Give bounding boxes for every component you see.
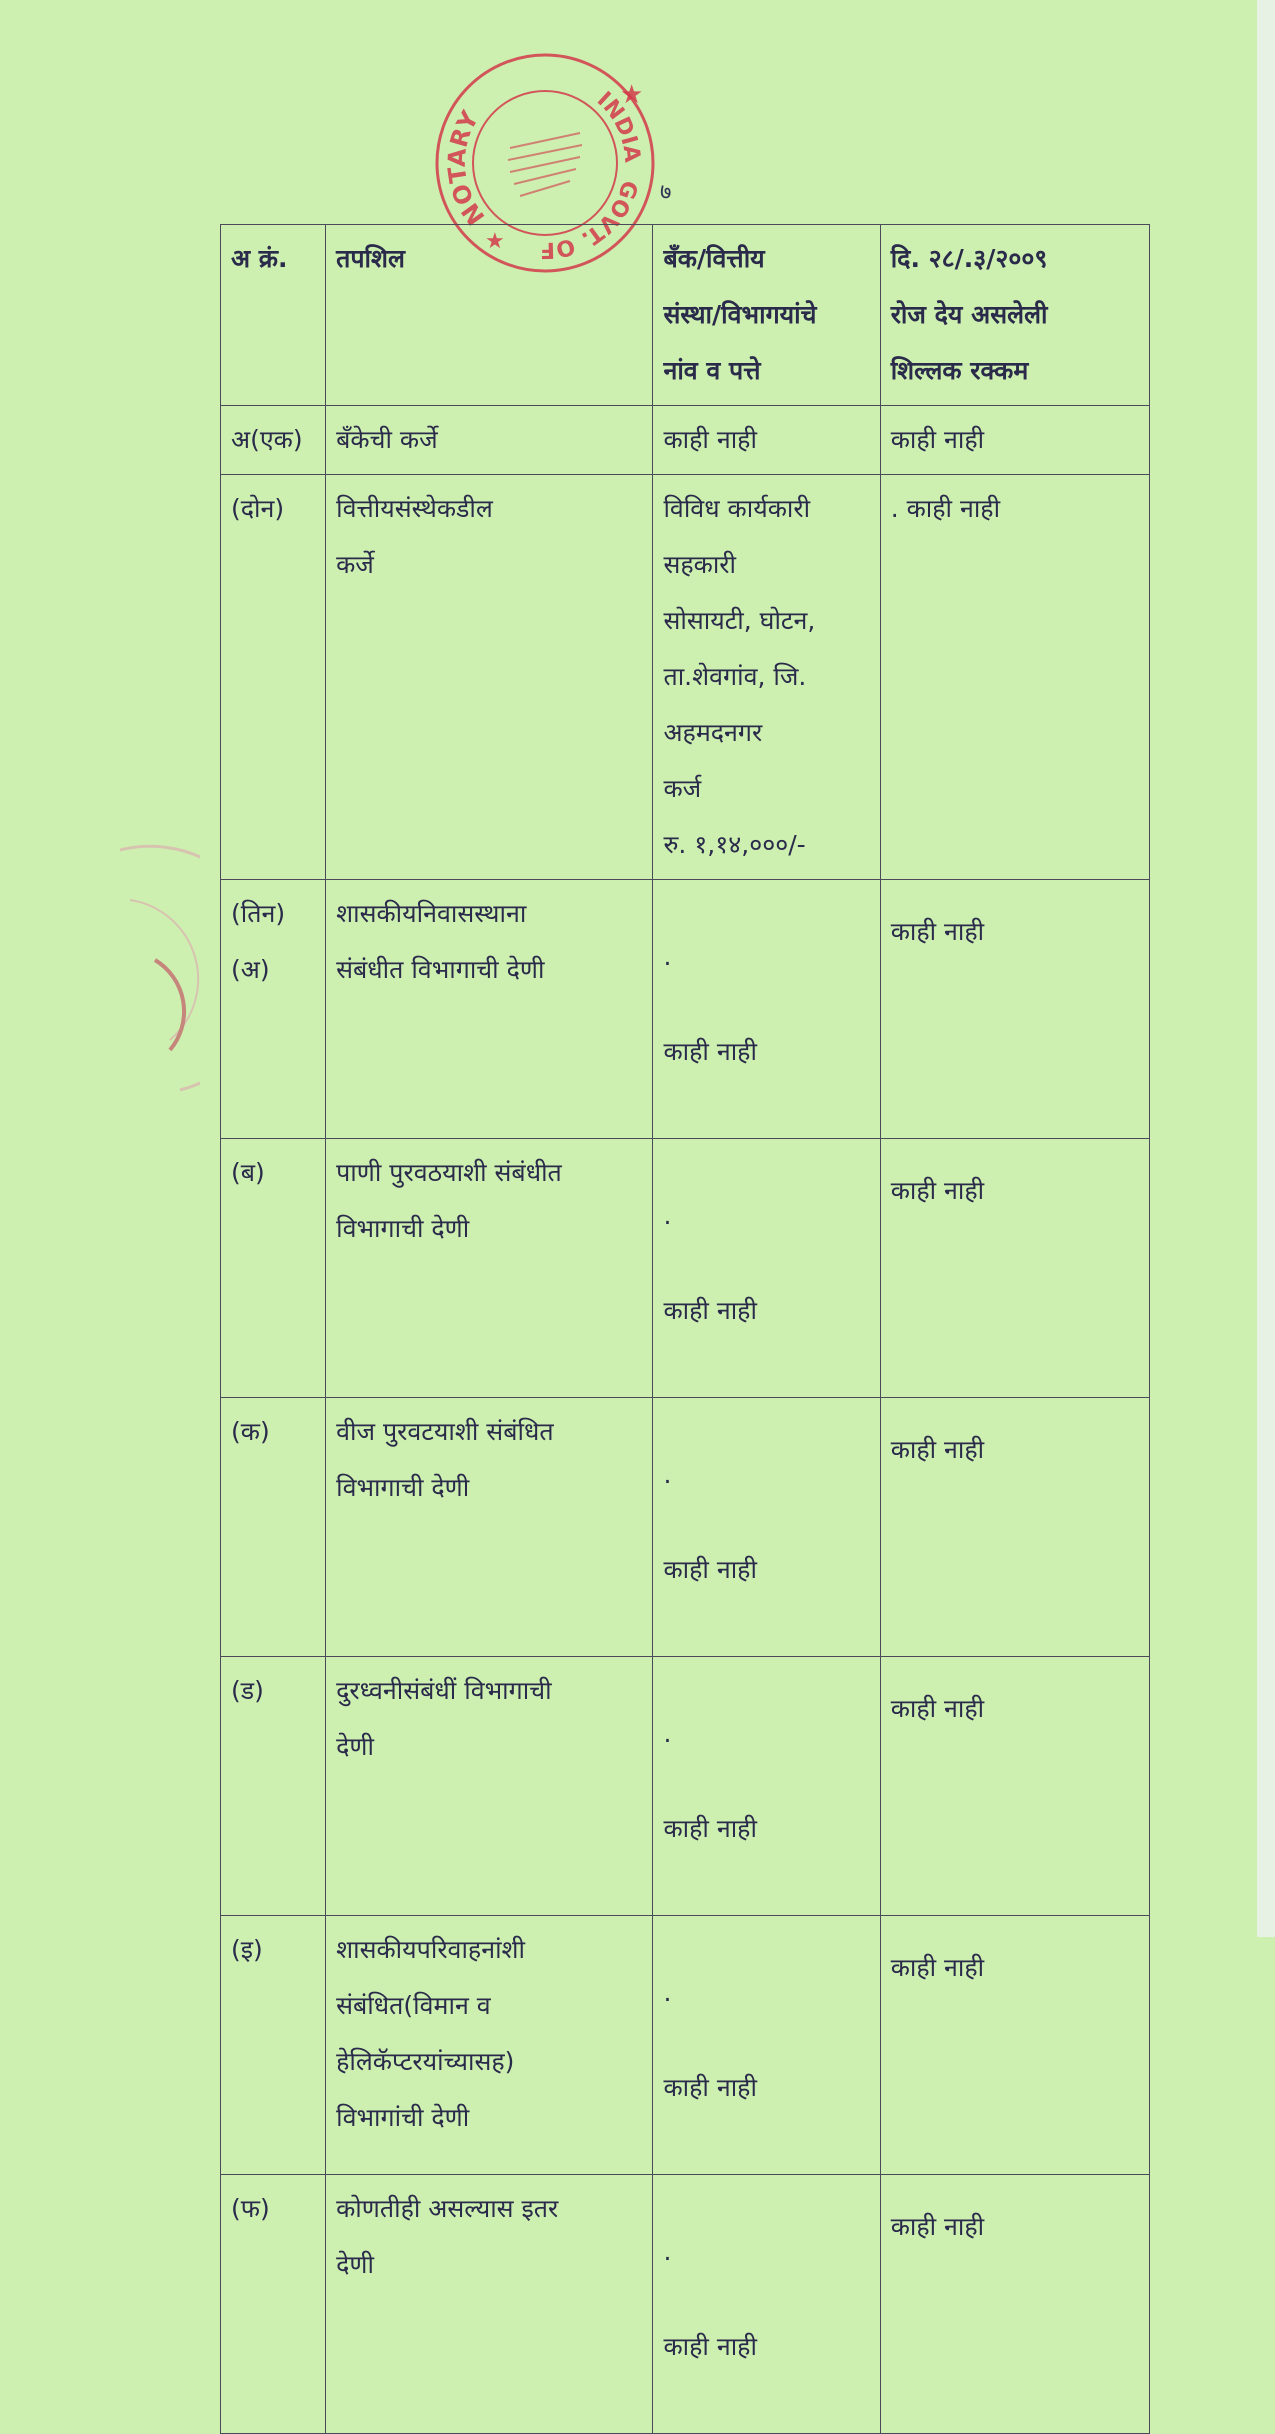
row-bank (653, 880, 880, 1139)
row-amount (880, 406, 1149, 475)
row-bank-dot: . (663, 1460, 672, 1489)
table-row (221, 1398, 1150, 1657)
stamp-left-text: INDIA (592, 87, 645, 164)
table-row (221, 406, 1150, 475)
row-bank-dot: . (663, 1719, 672, 1748)
table-row (221, 1657, 1150, 1916)
row-serial: (क) (221, 1398, 326, 1657)
row-bank (653, 1398, 880, 1657)
row-bank (653, 475, 880, 880)
table-header-row (221, 225, 1150, 406)
header-bank: बॅंक/वित्तीय संस्था/विभागयांचे नांव व पत्ते (653, 225, 880, 406)
row-bank-value: काही नाही (663, 425, 757, 454)
row-bank (653, 1139, 880, 1398)
row-bank (653, 406, 880, 475)
row-bank-value: काही नाही (663, 2332, 757, 2361)
row-amount-value: काही नाही (890, 1176, 985, 1205)
row-details: दुरध्वनीसंबंधीं विभागाची देणी (326, 1657, 653, 1916)
row-serial: (फ) (221, 2175, 326, 2434)
table-row (221, 2175, 1150, 2434)
row-serial: अ(एक) (221, 406, 326, 475)
header-amount: दि. २८/.३/२००९ रोज देय असलेली शिल्लक रक्कम (880, 225, 1149, 406)
row-amount (880, 1139, 1149, 1398)
row-amount (880, 1398, 1149, 1657)
row-amount (880, 880, 1149, 1139)
stamp-star-icon: ★ (620, 80, 644, 110)
page-number: ७ (660, 180, 672, 205)
row-bank-value: काही नाही (663, 1037, 757, 1066)
row-details: वीज पुरवटयाशी संबंधित विभागाची देणी (326, 1398, 653, 1657)
stamp-star-icon: ★ (485, 229, 505, 254)
row-serial: (ब) (221, 1139, 326, 1398)
row-amount-value: काही नाही (890, 425, 985, 454)
header-serial: अ क्रं. (221, 225, 326, 406)
row-amount (880, 1916, 1149, 2175)
table-row (221, 880, 1150, 1139)
row-details: बॅंकेची कर्जे (326, 406, 653, 475)
row-serial: (इ) (221, 1916, 326, 2175)
row-serial: (दोन) (221, 475, 326, 880)
row-amount (880, 475, 1149, 880)
row-bank-value: काही नाही (663, 1296, 757, 1325)
table-row (221, 1139, 1150, 1398)
table-row (221, 1916, 1150, 2175)
row-details: पाणी पुरवठयाशी संबंधीत विभागाची देणी (326, 1139, 653, 1398)
row-amount (880, 1657, 1149, 1916)
row-bank (653, 1916, 880, 2175)
row-bank-dot: . (663, 1978, 672, 2007)
row-bank (653, 1657, 880, 1916)
row-details: शासकीयपरिवाहनांशी संबंधित(विमान व हेलिकॅप्टरयांच्यासह) विभागांची देणी (326, 1916, 653, 2175)
row-bank-dot: . (663, 1201, 672, 1230)
row-serial: (तिन) (अ) (221, 880, 326, 1139)
faint-stamp (60, 840, 200, 1110)
row-amount-value: . काही नाही (890, 494, 1001, 523)
row-amount-value: काही नाही (890, 1953, 985, 1982)
row-amount-value: काही नाही (890, 917, 985, 946)
stamp-top-text: GOVT. OF (539, 177, 642, 263)
row-bank-dot: . (663, 942, 672, 971)
page-edge (1257, 0, 1275, 1937)
row-amount-value: काही नाही (890, 2212, 985, 2241)
liabilities-table (220, 224, 1150, 2434)
row-bank-dot: . (663, 2237, 672, 2266)
row-amount-value: काही नाही (890, 1435, 985, 1464)
row-bank-value: विविध कार्यकारी सहकारी सोसायटी, घोटन, ता.शेवगांव, जि. अहमदनगर कर्ज रु. १,१४,०००/- (663, 494, 816, 859)
stamp-right-text: NOTARY (442, 106, 491, 231)
stamp-inner-lines (508, 133, 582, 196)
row-bank-value: काही नाही (663, 1555, 757, 1584)
row-amount-value: काही नाही (890, 1694, 985, 1723)
table-row (221, 475, 1150, 880)
row-amount (880, 2175, 1149, 2434)
header-details: तपशिल (326, 225, 653, 406)
row-serial: (ड) (221, 1657, 326, 1916)
row-details: शासकीयनिवासस्थाना संबंधीत विभागाची देणी (326, 880, 653, 1139)
row-details: कोणतीही असल्यास इतर देणी (326, 2175, 653, 2434)
row-details: वित्तीयसंस्थेकडील कर्जे (326, 475, 653, 880)
row-bank (653, 2175, 880, 2434)
row-bank-value: काही नाही (663, 1814, 757, 1843)
row-bank-value: काही नाही (663, 2073, 757, 2102)
